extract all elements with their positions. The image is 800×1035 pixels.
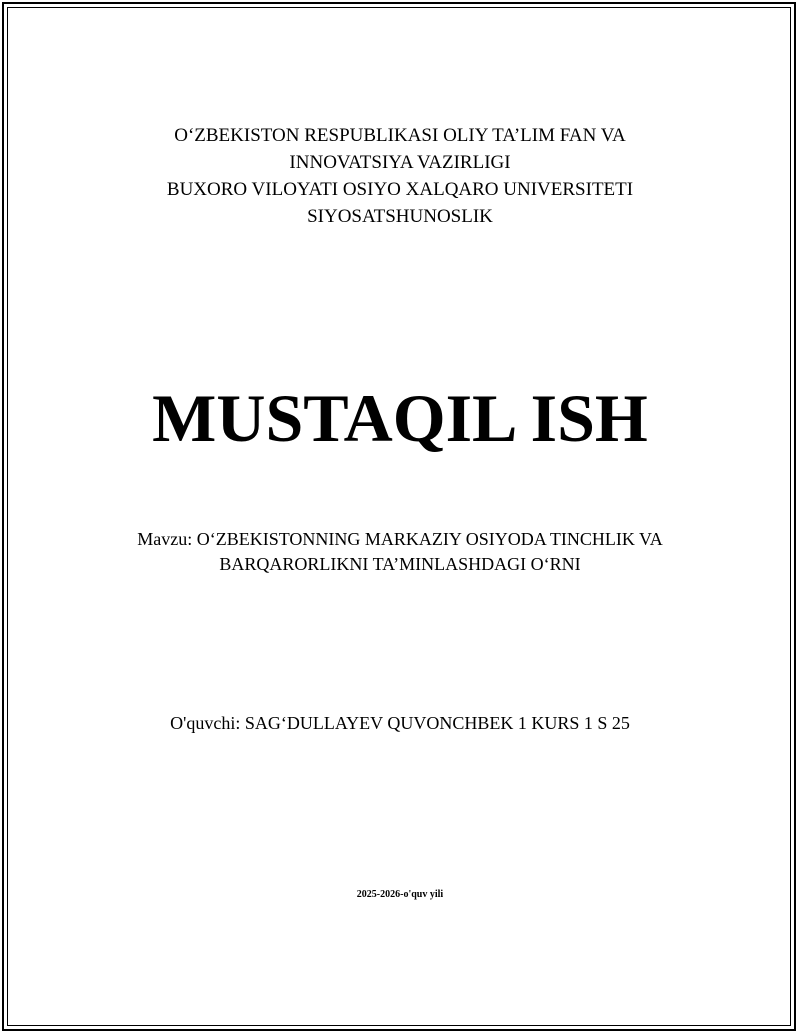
institution-header [0,122,800,230]
academic-year: 2025-2026-o'quv yili [356,889,444,900]
header-line-university: BUXORO VILOYATI OSIYO XALQARO UNIVERSITETI [166,179,634,200]
header-line-ministry-1: O‘ZBEKISTON RESPUBLIKASI OLIY TA’LIM FAN VA [174,125,626,146]
topic-line-2: BARQARORLIKNI TA’MINLASHDAGI O‘RNI [219,554,581,574]
header-line-ministry-2: INNOVATSIYA VAZIRLIGI [289,152,511,173]
header-line-department: SIYOSATSHUNOSLIK [307,206,493,227]
document-title: MUSTAQIL ISH [152,380,648,456]
student-info: O'quvchi: SAG‘DULLAYEV QUVONCHBEK 1 KURS 1 S 25 [170,713,630,733]
topic-block [0,527,800,577]
topic-line-1: Mavzu: O‘ZBEKISTONNING MARKAZIY OSIYODA TINCHLIK VA [137,529,663,549]
